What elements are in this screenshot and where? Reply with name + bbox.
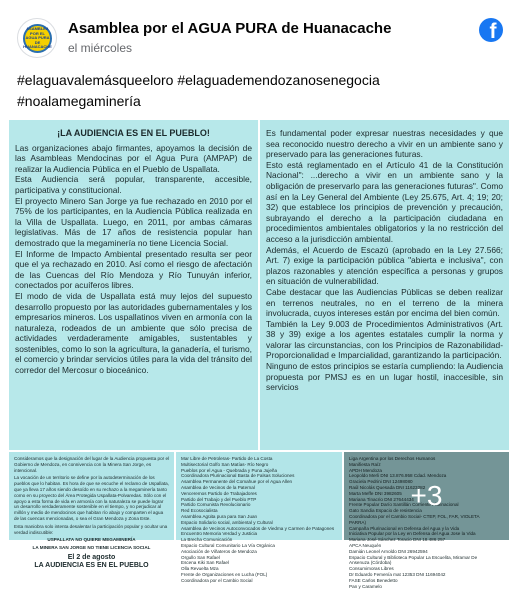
- more-photos-overlay[interactable]: [344, 452, 509, 540]
- signatory-item: Liga Argentina por los Derechos Humanos: [349, 456, 436, 461]
- avatar-logo: [23, 24, 52, 53]
- signatory-item: Gato Sandia Espacio de resistencia: [349, 508, 422, 514]
- document-paragraph: Esto está reglamentado en el Artículo 41 de la Constitución Nacional": ...derecho a vivir en un ambiente sano y la obligación de preservarlo para las generaciones futuras". Como así en la Ley General del Ambiente (Ley 25.675, Art. 4; 19; 20; 32) que establece los principios de prevención y precaución, subrayando el derecho a la participación ciudadana en procedimientos ambientales obligatorios y la no restricción del acceso a la jurisdicción ambiental.: [266, 159, 503, 244]
- event-banner: LA AUDIENCIA ES EN EL PUEBLO: [34, 561, 149, 569]
- signatory-item: Encuentro Memoria Verdad y Justicia: [181, 531, 258, 537]
- signatory-item: Frente de Organizaciones en Lucha (FOL): [181, 571, 268, 577]
- signatory-item: Ansenuza (Córdoba): [349, 560, 392, 566]
- document-paragraph: Consideramos que la designación del lugar de la Audiencia propuesta por el Gobierno de Mendoza, en connivencia con la Minera San Jorge, es intencional.: [14, 456, 170, 473]
- document-title: ¡LA AUDIENCIA ES EN EL PUEBLO!: [57, 128, 210, 138]
- document-paragraph: También la Ley 9.003 de Procedimientos Administrativos (Art. 38 y 39) exige a los agentes estatales cumplir la norma y valorar las circunstancias, con los Principios de Razonabilidad- Proporcionalidad e Imparcialidad, garantizando la participación.: [266, 318, 503, 361]
- post-timestamp[interactable]: el miércoles: [68, 41, 133, 55]
- signatory-item: Espacio Cultural y Biblioteca Popular La Escuelita, Miramar De: [349, 554, 478, 560]
- signatory-item: Mariana José Sánchez Toracio DNI 18.486.257: [349, 537, 446, 543]
- signatory-item: Mariana Tinacrio DNI 27644434: [349, 496, 414, 502]
- signatory-item: Campaña Plurinacional en Defensa del Agua y la Vida: [349, 525, 460, 531]
- signatory-item: Consumimoras Libres: [349, 566, 394, 572]
- post-header: [17, 14, 507, 60]
- signatory-item: Graciela Pedrini DNI 12498080: [349, 479, 413, 485]
- signatory-item: Asamblea Agüita pura para San Juan: [181, 513, 258, 519]
- page-name-link[interactable]: Asamblea por el AGUA PURA de Huanacache: [68, 20, 392, 37]
- signatory-item: Asociación de Viñateros de Mendoza: [181, 548, 257, 554]
- page-avatar[interactable]: [17, 18, 57, 58]
- document-text: [9, 120, 258, 376]
- signatory-list: [176, 452, 342, 588]
- photo-1[interactable]: [9, 120, 258, 450]
- signatory-item: Leopoldo Merli DNI 13.876.958 Cdad. Mendoza: [349, 473, 447, 479]
- photo-5[interactable]: [344, 452, 509, 589]
- document-paragraph: Esta Audiencia será popular, transparente, accesible, participativa y constitucional.: [15, 174, 252, 195]
- signatory-item: PARRA): [349, 519, 367, 525]
- document-text: [9, 452, 174, 574]
- photo-4[interactable]: [176, 452, 342, 583]
- signatory-item: Pueblos por el Agua - Quebrada y Puna Jujeña: [181, 467, 278, 473]
- avatar-text-line: DE HUANACACHE: [23, 39, 52, 50]
- signatory-item: Raúl Nicolás Quesada DNI 11623282: [349, 484, 426, 490]
- signatory-item: Asamblea de Vecinos Autoconvocados de Viedma y Carmen de Patagones: [181, 525, 335, 531]
- signatory-item: Red Ecosocialista: [181, 508, 218, 514]
- hashtag-line[interactable]: #noalamegaminería: [17, 93, 141, 109]
- signatory-item: Manifiesta Raíz: [349, 461, 381, 467]
- signatory-item: Multisectorial Golfo San Matías- Río Negro: [181, 461, 269, 467]
- document-text: [260, 120, 509, 393]
- document-paragraph: La vocación de un territorio se define por la autodeterminación de los pueblos que lo habitan. Es hora de que se escuche el reclamo de Uspallata, que ya lleva 17 años siendo desoído en su rechazo a la megaminería tanto como en su proyecto del Área Protegida Uspallata-Polvaredas. Sólo con el apoyo a esta forma de vida en armonía con la naturaleza se puede lograr un desarrollo verdaderamente sostenible en el tiempo, y no perjudicar al millón y medio de mendocinos que habitan río abajo y comparten el agua de las cuencas mencionadas, o sea el Gran Mendoza y Zona Este.: [14, 475, 170, 521]
- document-paragraph: El modo de vida de Uspallata está muy lejos del supuesto desarrollo propuesto por las autoridades gubernamentales y los empresarios mineros. Los uspallatinos viven en armonía con la naturaleza, rodeados de un ambiente que sólo precisa de actividades verdaderamente amigables, sustentables y sostenibles, como lo son la agricultura, la ganadería, el turismo, el comercio y brindar servicios útiles para la vida del tránsito del corredor del Mercosur o bioceánico.: [15, 290, 252, 376]
- avatar-text-line: ASAMBLEA POR EL: [26, 26, 49, 36]
- document-paragraph: Es fundamental poder expresar nuestras necesidades y que sea reconocido nuestro derecho a vivir en un ambiente sano y preservado para las generaciones futuras.: [266, 128, 503, 160]
- signatory-item: Olla Revuelta Mza: [181, 566, 219, 572]
- post-hashtags: [17, 70, 497, 112]
- signatory-item: Espacio Cultural Comunitario La Vía Orgánica: [181, 542, 275, 548]
- document-paragraph: El Informe de Impacto Ambiental presentado resulta ser peor que el ya rechazado en 2010. Así como el riesgo de afectación de las Cuencas del Río Mendoza y Río Tunuyán inferior, conectados por acuíferos libres.: [15, 248, 252, 291]
- facebook-icon[interactable]: f: [479, 18, 503, 42]
- signatory-item: Espacio Solidario social, ambiental y Cultural: [181, 519, 273, 525]
- signatory-item: Coordinadora por el Cambio Social- CTEP, FOL, FAR, VIOLETA: [349, 513, 480, 519]
- document-paragraph: Además, el Acuerdo de Escazú (aprobado en la Ley 27.566; Art. 7) exige la participación pública "abierta e inclusiva", con plazos razonables y atención específica a personas y grupos en situación de vulnerabilidad.: [266, 244, 503, 287]
- signatory-item: Coordinadora Plurinacional Basta de Falsas Soluciones: [181, 473, 295, 479]
- slogan: USPALLATA NO QUIERE MEGAMINERÍA: [47, 537, 136, 543]
- photo-grid: [9, 120, 509, 589]
- event-date: El 2 de agosto: [67, 553, 116, 561]
- signatory-item: La Brecha Comunicación: [181, 537, 233, 543]
- signatory-item: Asamblea Permanente del Comahue por el Agua Allen: [181, 479, 293, 485]
- signatory-item: Orgullo San Rafael: [181, 554, 220, 560]
- signatory-item: Mar Libre de Petroleras- Partido de La Costa: [181, 456, 273, 461]
- more-photos-count: +3: [410, 480, 443, 511]
- signatory-item: APCA Neuquén: [349, 542, 382, 548]
- document-paragraph: Las organizaciones abajo firmantes, apoyamos la decisión de las Asambleas Mendocinas por el Agua Pura (AMPAP) de realizar la Audiencia Pública en el Pueblo de Uspallata.: [15, 142, 252, 174]
- document-paragraph: Ninguno de estos principios se estaría cumpliendo: la Audiencia propuesta por PMSJ es en un lugar hostil, inaccesible, sin servicios: [266, 361, 503, 393]
- signatory-item: Frente Popular Darío Santillán Corriente Plurinacional: [349, 502, 459, 508]
- hashtag-line[interactable]: #elaguavalemásqueeloro #elaguademendozanosenegocia: [17, 72, 380, 88]
- signatory-item: Damián Leonel Arnoldo DNI 26942594: [349, 548, 428, 554]
- signatory-item: Escena Kiki San Rafael: [181, 560, 230, 566]
- slogan: LA MINERA SAN JORGE NO TIENE LICENCIA SOCIAL: [32, 545, 151, 551]
- signatory-item: FASE Carlos Benedetto: [349, 577, 398, 583]
- signatory-item: Partido del Trabajo y del Pueblo PTP: [181, 496, 257, 502]
- signatory-item: Asamblea de Vecinos de la Paternal: [181, 484, 255, 490]
- document-paragraph: Cabe destacar que las Audiencias Públicas se deben realizar en terrenos neutrales, no en el terreno de la minera involucrada, cuyos intereses están por encima del bien común.: [266, 286, 503, 319]
- document-paragraph: El proyecto Minero San Jorge ya fue rechazado en 2010 por el 75% de los participantes, en la Audiencia Pública realizada en la Villa de Uspallata. Luego, en 2011, por ambas cámaras legislativas. Más de 17 años de resistencia popular han demostrado que la megaminería no tiene Licencia Social.: [15, 195, 252, 248]
- document-paragraph: Esta maniobra solo intenta desalentar la participación popular y ocultar una verdad indiscutible:: [14, 523, 168, 535]
- avatar-text-line: AGUA PURA: [25, 35, 50, 41]
- signatory-item: Partido Comunista Revolucionario: [181, 502, 251, 508]
- signatory-item: Coordinadora por el Cambio Social: [181, 577, 253, 583]
- signatory-item: Pan y Caramelo: [349, 583, 382, 589]
- signatory-item: Dr Eduardo Femenía mat 12353 DNI 11694042: [349, 571, 446, 577]
- photo-2[interactable]: [260, 120, 509, 450]
- signatory-item: APDH Mendoza: [349, 467, 382, 473]
- signatory-item: Venceremos Partido de Trabajadores: [181, 490, 257, 496]
- signatory-item: Iniciativa Popular por la Ley en Defensa del Agua Jose la Vida: [349, 531, 476, 537]
- signatory-item: Marta Meffe DNI 3982605: [349, 490, 402, 496]
- photo-3[interactable]: [9, 452, 174, 569]
